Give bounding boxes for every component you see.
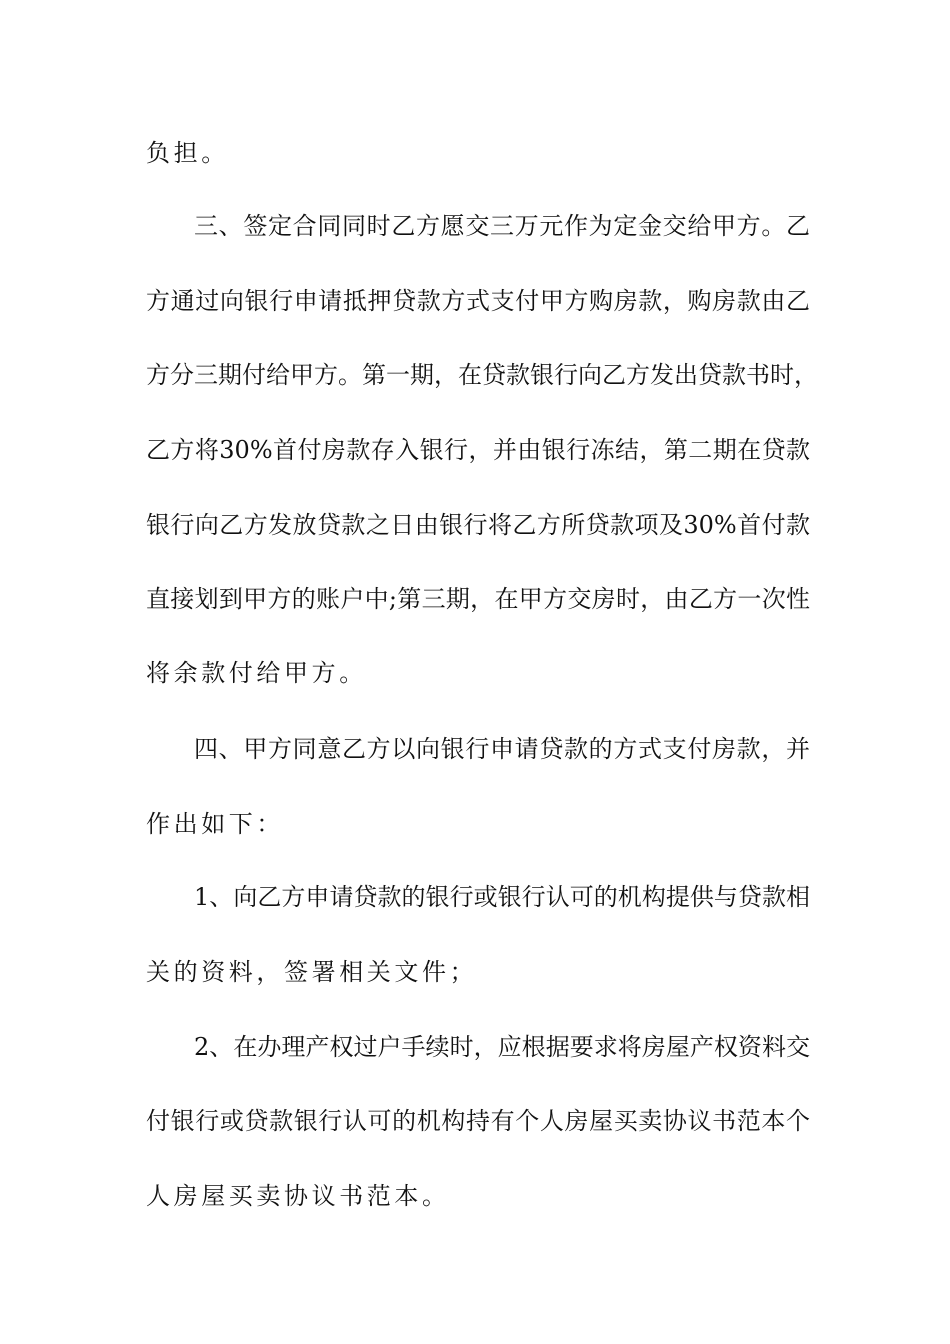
clause-3-line-1: 三、签定合同同时乙方愿交三万元作为定金交给甲方。乙 (194, 212, 810, 240)
item-1-line-1: 1、向乙方申请贷款的银行或银行认可的机构提供与贷款相 (194, 883, 810, 911)
text-line: 负担。 (146, 139, 229, 167)
text-line: 直接划到甲方的账户中;第三期，在甲方交房时，由乙方一次性 (146, 585, 810, 613)
text-line: 关的资料，签署相关文件； (146, 958, 478, 986)
text-line: 将余款付给甲方。 (146, 659, 367, 687)
text-line: 人房屋买卖协议书范本。 (146, 1182, 450, 1210)
item-2-line-1: 2、在办理产权过户手续时，应根据要求将房屋产权资料交 (194, 1033, 810, 1061)
text-line: 作出如下： (146, 810, 284, 838)
text-line: 银行向乙方发放贷款之日由银行将乙方所贷款项及30%首付款 (146, 511, 810, 539)
text-line: 方通过向银行申请抵押贷款方式支付甲方购房款，购房款由乙 (146, 287, 810, 315)
text-line: 方分三期付给甲方。第一期，在贷款银行向乙方发出贷款书时， (146, 361, 818, 389)
text-line: 付银行或贷款银行认可的机构持有个人房屋买卖协议书范本个 (146, 1107, 810, 1135)
clause-4-line-1: 四、甲方同意乙方以向银行申请贷款的方式支付房款，并 (194, 735, 810, 763)
text-line: 乙方将30%首付房款存入银行，并由银行冻结，第二期在贷款 (146, 436, 810, 464)
